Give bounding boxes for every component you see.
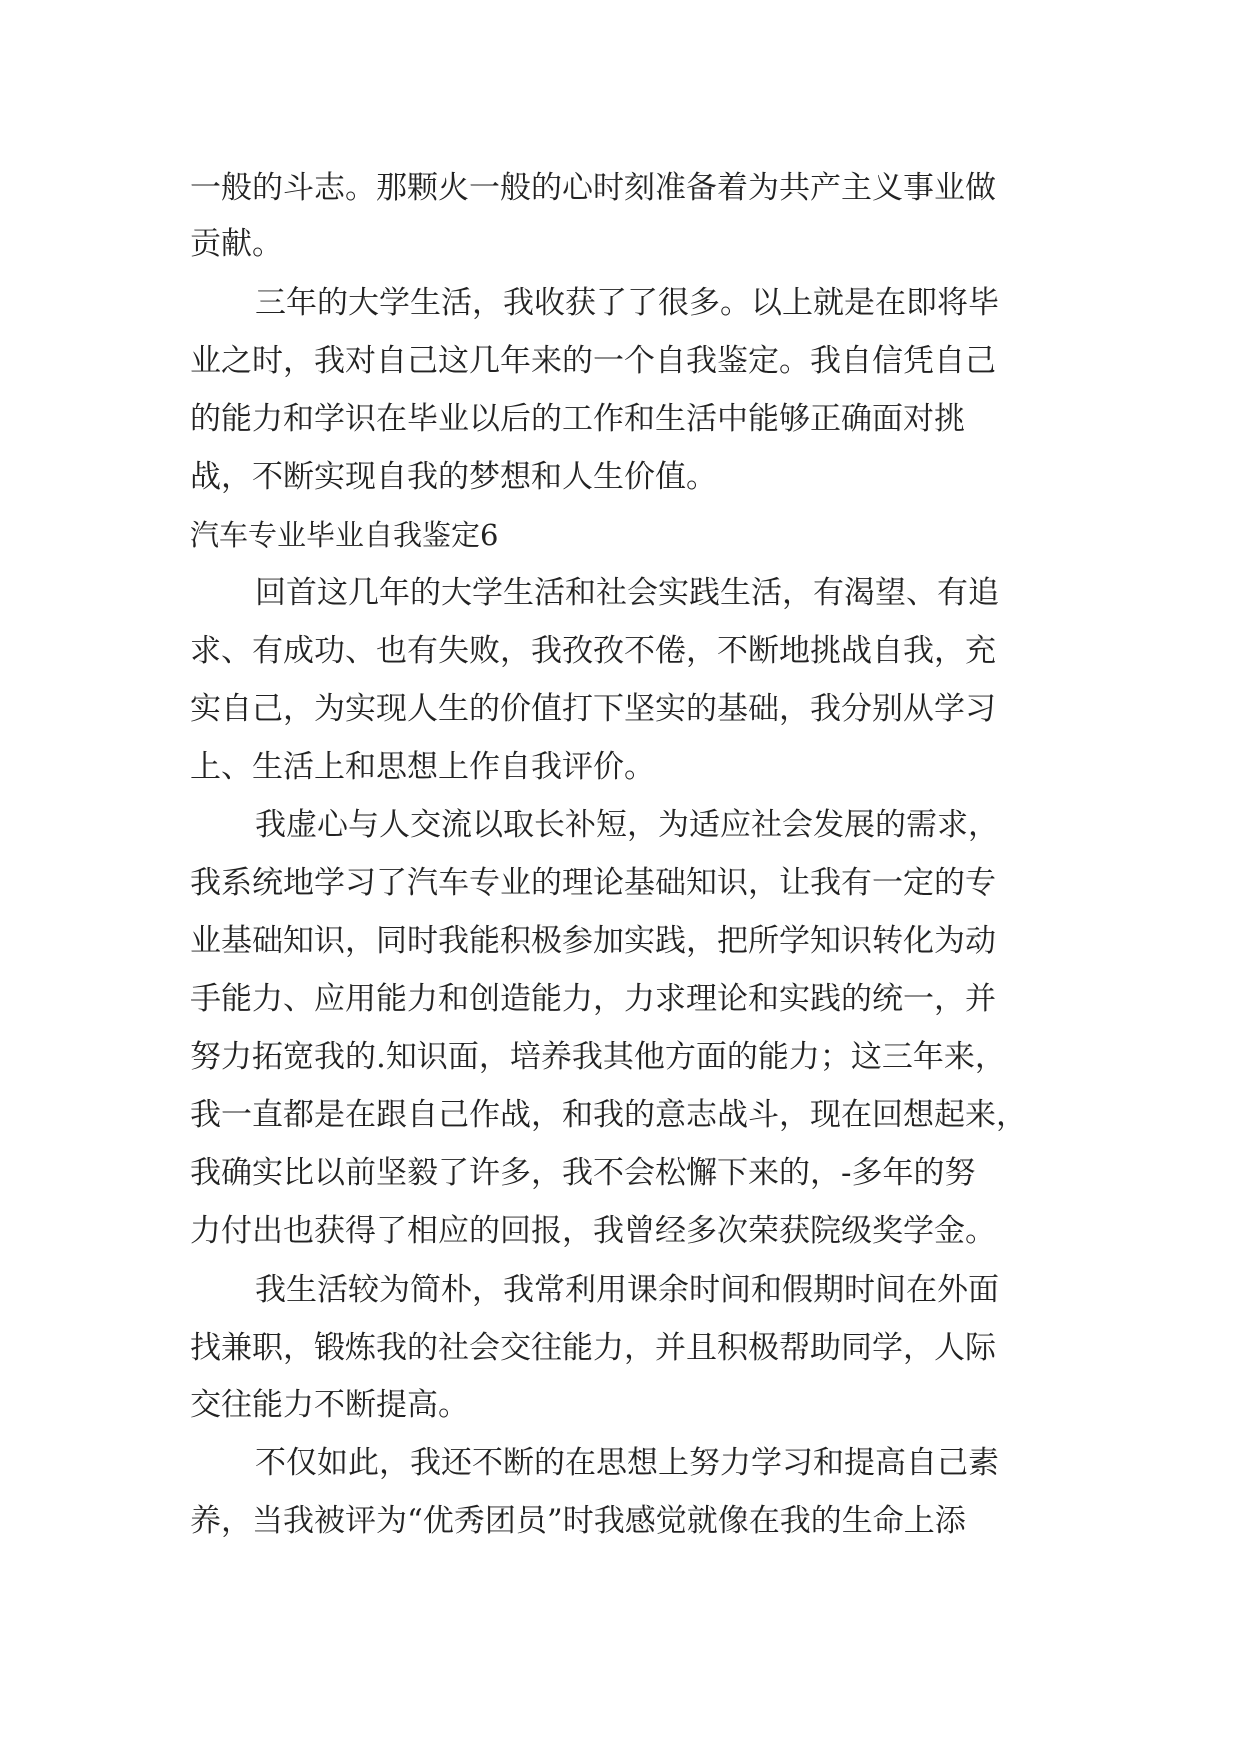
text-line: 手能力、应用能力和创造能力，力求理论和实践的统一，并 <box>190 981 996 1017</box>
text-line: 养，当我被评为“优秀团员”时我感觉就像在我的生命上添 <box>190 1503 966 1539</box>
paragraph-line: 不仅如此，我还不断的在思想上努力学习和提高自己素 <box>255 1445 999 1481</box>
text-line: 交往能力不断提高。 <box>190 1387 469 1423</box>
text-line: 我确实比以前坚毅了许多，我不会松懈下来的，-多年的努 <box>190 1155 976 1191</box>
paragraph-line: 三年的大学生活，我收获了了很多。以上就是在即将毕 <box>255 285 999 321</box>
text-line: 找兼职，锻炼我的社会交往能力，并且积极帮助同学，人际 <box>190 1330 996 1366</box>
text-line: 努力拓宽我的.知识面，培养我其他方面的能力；这三年来， <box>190 1039 1006 1075</box>
paragraph-line: 我生活较为简朴，我常利用课余时间和假期时间在外面 <box>255 1272 999 1308</box>
paragraph-line: 我虚心与人交流以取长补短，为适应社会发展的需求， <box>255 807 999 843</box>
text-line: 一般的斗志。那颗火一般的心时刻准备着为共产主义事业做 <box>190 170 996 206</box>
text-line: 战，不断实现自我的梦想和人生价值。 <box>190 459 717 495</box>
text-line: 力付出也获得了相应的回报，我曾经多次荣获院级奖学金。 <box>190 1213 996 1249</box>
paragraph-line: 回首这几年的大学生活和社会实践生活，有渴望、有追 <box>255 575 999 611</box>
text-line: 上、生活上和思想上作自我评价。 <box>190 749 655 785</box>
text-line: 我一直都是在跟自己作战，和我的意志战斗，现在回想起来， <box>190 1097 1027 1133</box>
text-line: 贡献。 <box>190 226 283 262</box>
text-line: 的能力和学识在毕业以后的工作和生活中能够正确面对挑 <box>190 401 965 437</box>
text-line: 业基础知识，同时我能积极参加实践，把所学知识转化为动 <box>190 923 996 959</box>
section-heading: 汽车专业毕业自我鉴定6 <box>190 518 499 552</box>
text-line: 实自己，为实现人生的价值打下坚实的基础，我分别从学习 <box>190 691 996 727</box>
text-line: 业之时，我对自己这几年来的一个自我鉴定。我自信凭自己 <box>190 343 996 379</box>
text-line: 我系统地学习了汽车专业的理论基础知识，让我有一定的专 <box>190 865 996 901</box>
text-line: 求、有成功、也有失败，我孜孜不倦，不断地挑战自我，充 <box>190 633 996 669</box>
